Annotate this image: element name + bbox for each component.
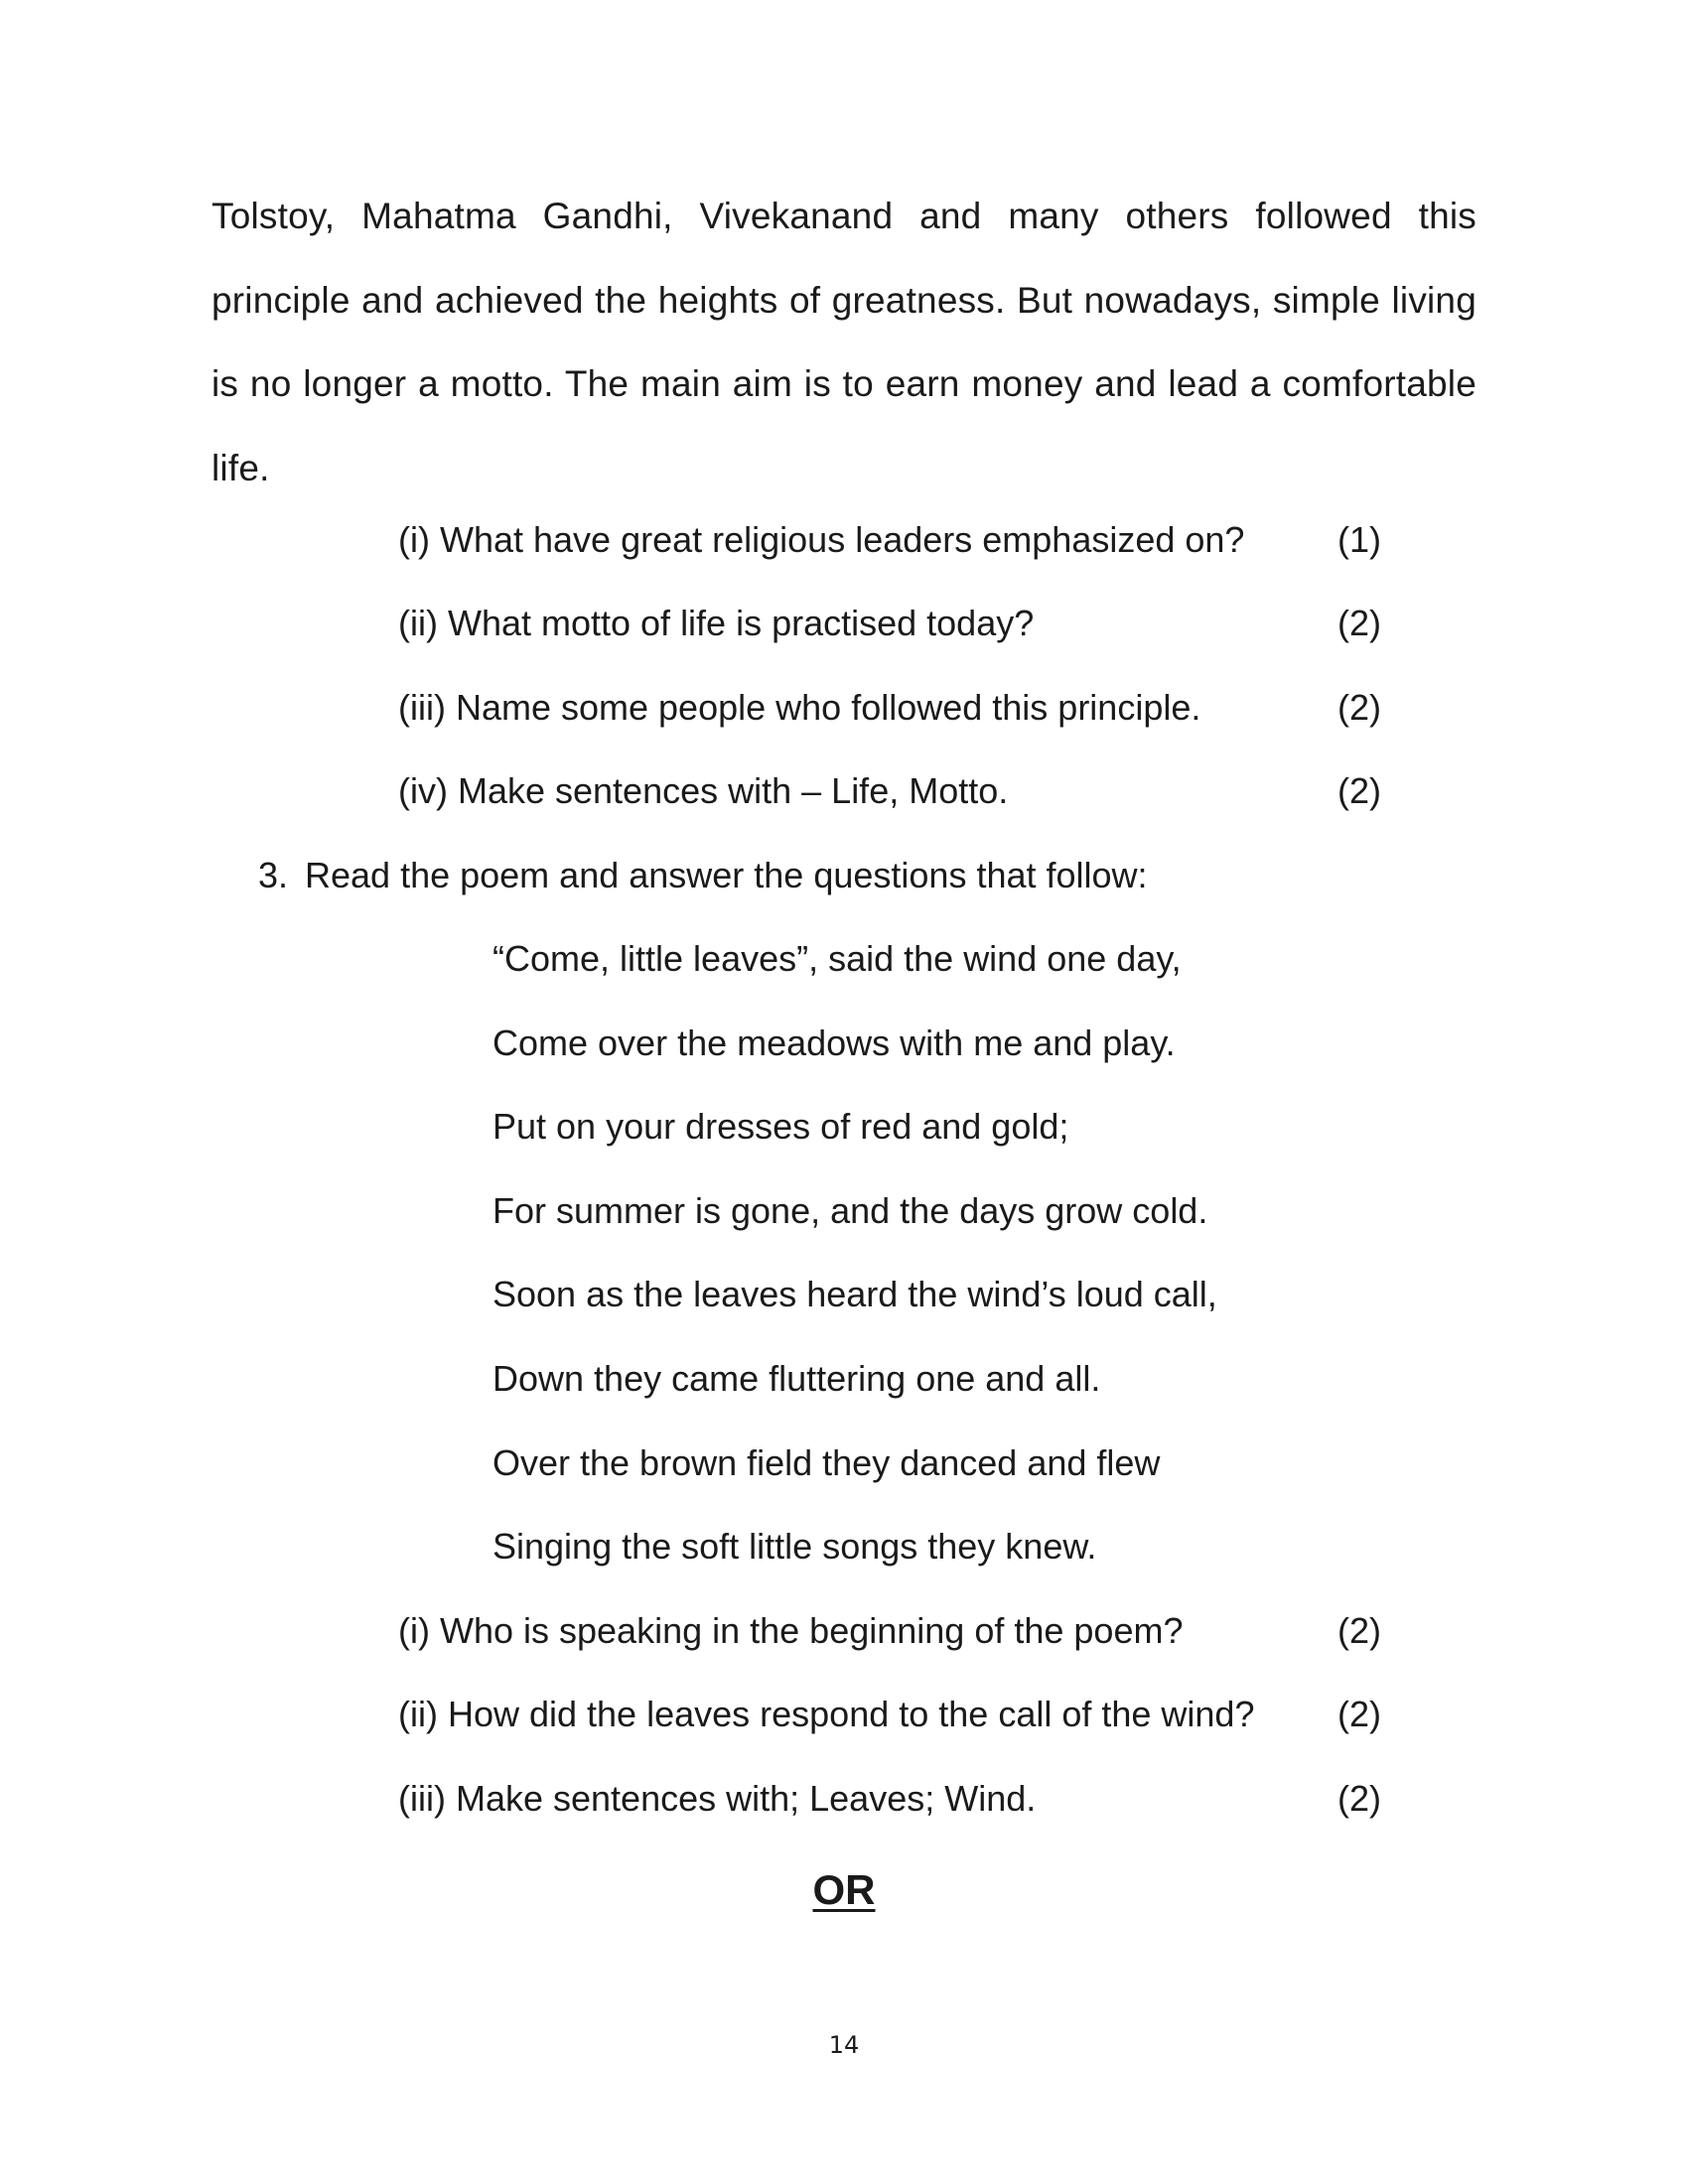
poem-line: Singing the soft little songs they knew. <box>492 1526 1097 1567</box>
poem-line: “Come, little leaves”, said the wind one day, <box>492 938 1182 979</box>
or-heading-text: OR <box>812 1866 876 1913</box>
passage-paragraph: Tolstoy, Mahatma Gandhi, Vivekanand and many others followed this principle and achieved the heights of greatness. But nowadays, simple living is no longer a motto. The main aim is to earn money and lead a comfortable life. <box>211 196 1477 488</box>
poem-question-1 <box>398 1606 1381 1656</box>
poem-line: For summer is gone, and the days grow cold. <box>492 1190 1208 1231</box>
passage-question-1 <box>398 515 1381 565</box>
section-instruction: Read the poem and answer the questions that follow: <box>305 855 1148 895</box>
or-heading <box>0 1862 1688 1918</box>
question-marks: (2) <box>1337 1610 1381 1651</box>
page-number: 14 <box>828 2031 860 2059</box>
poem-line: Soon as the leaves heard the wind’s loud call, <box>492 1274 1217 1314</box>
question-text: (i) What have great religious leaders emphasized on? <box>398 519 1245 560</box>
section-number: 3. <box>258 855 289 895</box>
question-text: (i) Who is speaking in the beginning of the poem? <box>398 1610 1184 1651</box>
question-marks: (2) <box>1337 770 1381 811</box>
question-text: (ii) How did the leaves respond to the call of the wind? <box>398 1694 1255 1734</box>
question-text: (ii) What motto of life is practised today? <box>398 603 1035 643</box>
passage-question-2 <box>398 599 1381 648</box>
passage-question-4 <box>398 766 1381 816</box>
poem-line: Down they came fluttering one and all. <box>492 1358 1101 1399</box>
question-marks: (2) <box>1337 1694 1381 1734</box>
poem-line: Put on your dresses of red and gold; <box>492 1106 1069 1147</box>
question-text: (iii) Make sentences with; Leaves; Wind. <box>398 1778 1037 1819</box>
question-marks: (2) <box>1337 603 1381 643</box>
question-text: (iii) Name some people who followed this principle. <box>398 687 1201 728</box>
poem-question-3 <box>398 1774 1381 1824</box>
question-marks: (2) <box>1337 687 1381 728</box>
question-marks: (2) <box>1337 1778 1381 1819</box>
question-marks: (1) <box>1337 519 1381 560</box>
passage-question-3 <box>398 683 1381 733</box>
poem-line: Come over the meadows with me and play. <box>492 1023 1176 1063</box>
section-3-heading <box>258 851 1148 900</box>
poem-line: Over the brown field they danced and flew <box>492 1442 1161 1483</box>
poem-question-2 <box>398 1690 1381 1739</box>
question-text: (iv) Make sentences with – Life, Motto. <box>398 770 1009 811</box>
